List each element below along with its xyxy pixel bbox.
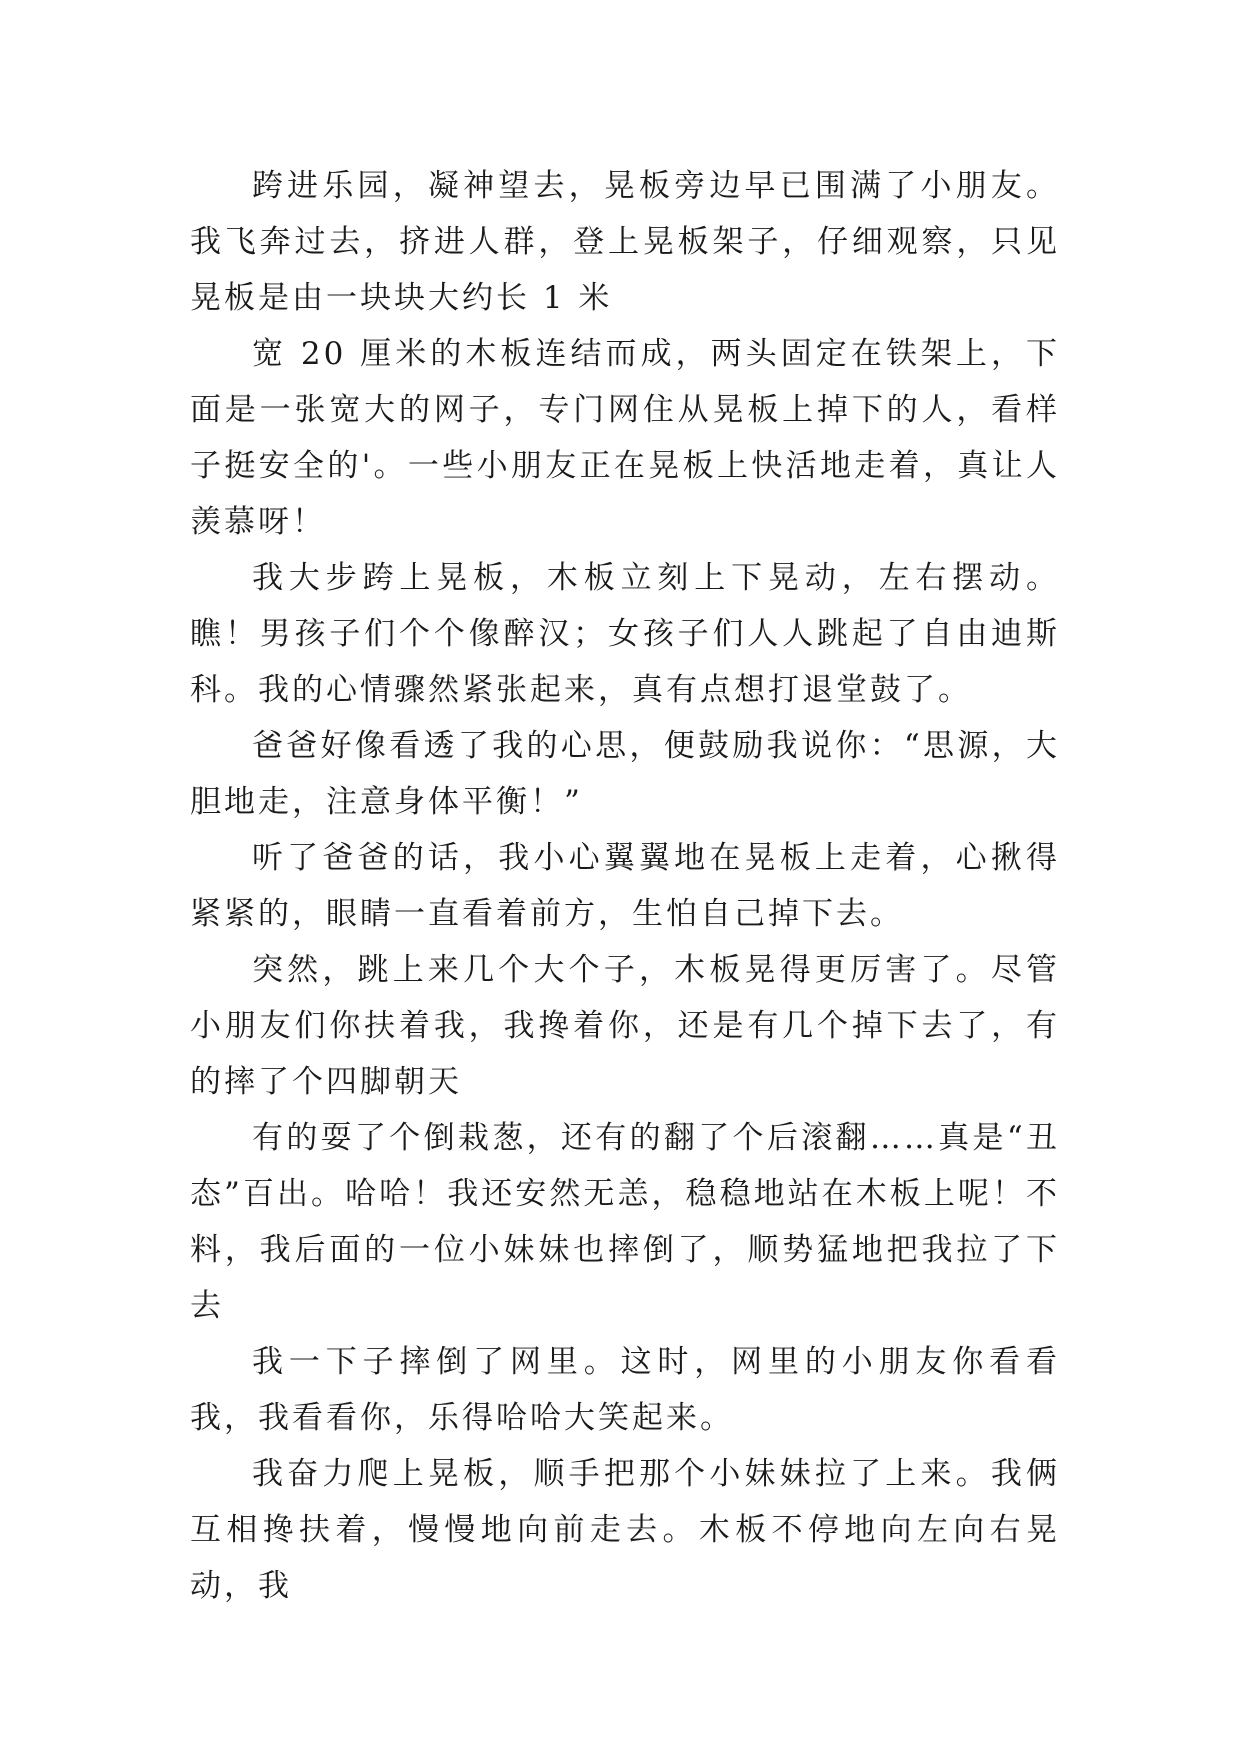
paragraph: 突然，跳上来几个大个子，木板晃得更厉害了。尽管小朋友们你扶着我，我搀着你，还是有几个掉下去了，有的摔了个四脚朝天 <box>190 952 1060 1100</box>
paragraph: 听了爸爸的话，我小心翼翼地在晃板上走着，心揪得紧紧的，眼睛一直看着前方，生怕自己掉下去。 <box>190 840 1060 932</box>
paragraph: 我奋力爬上晃板，顺手把那个小妹妹拉了上来。我俩互相搀扶着，慢慢地向前走去。木板不停地向左向右晃动，我 <box>190 1456 1060 1604</box>
paragraph: 我大步跨上晃板，木板立刻上下晃动，左右摆动。瞧！男孩子们个个像醉汉；女孩子们人人跳起了自由迪斯科。我的心情骤然紧张起来，真有点想打退堂鼓了。 <box>190 560 1060 708</box>
paragraph: 爸爸好像看透了我的心思，便鼓励我说你：“思源，大胆地走，注意身体平衡！” <box>190 728 1060 820</box>
paragraph: 有的耍了个倒栽葱，还有的翻了个后滚翻……真是“丑态”百出。哈哈！我还安然无恙，稳稳地站在木板上呢！不料，我后面的一位小妹妹也摔倒了，顺势猛地把我拉了下去 <box>190 1120 1060 1324</box>
paragraph: 宽 20 厘米的木板连结而成，两头固定在铁架上，下面是一张宽大的网子，专门网住从晃板上掉下的人，看样子挺安全的'。一些小朋友正在晃板上快活地走着，真让人羡慕呀！ <box>190 336 1060 540</box>
paragraph: 我一下子摔倒了网里。这时，网里的小朋友你看看我，我看看你，乐得哈哈大笑起来。 <box>190 1344 1060 1436</box>
paragraph: 跨进乐园，凝神望去，晃板旁边早已围满了小朋友。我飞奔过去，挤进人群，登上晃板架子，仔细观察，只见晃板是由一块块大约长 1 米 <box>190 168 1060 316</box>
document-body <box>190 158 1060 1614</box>
